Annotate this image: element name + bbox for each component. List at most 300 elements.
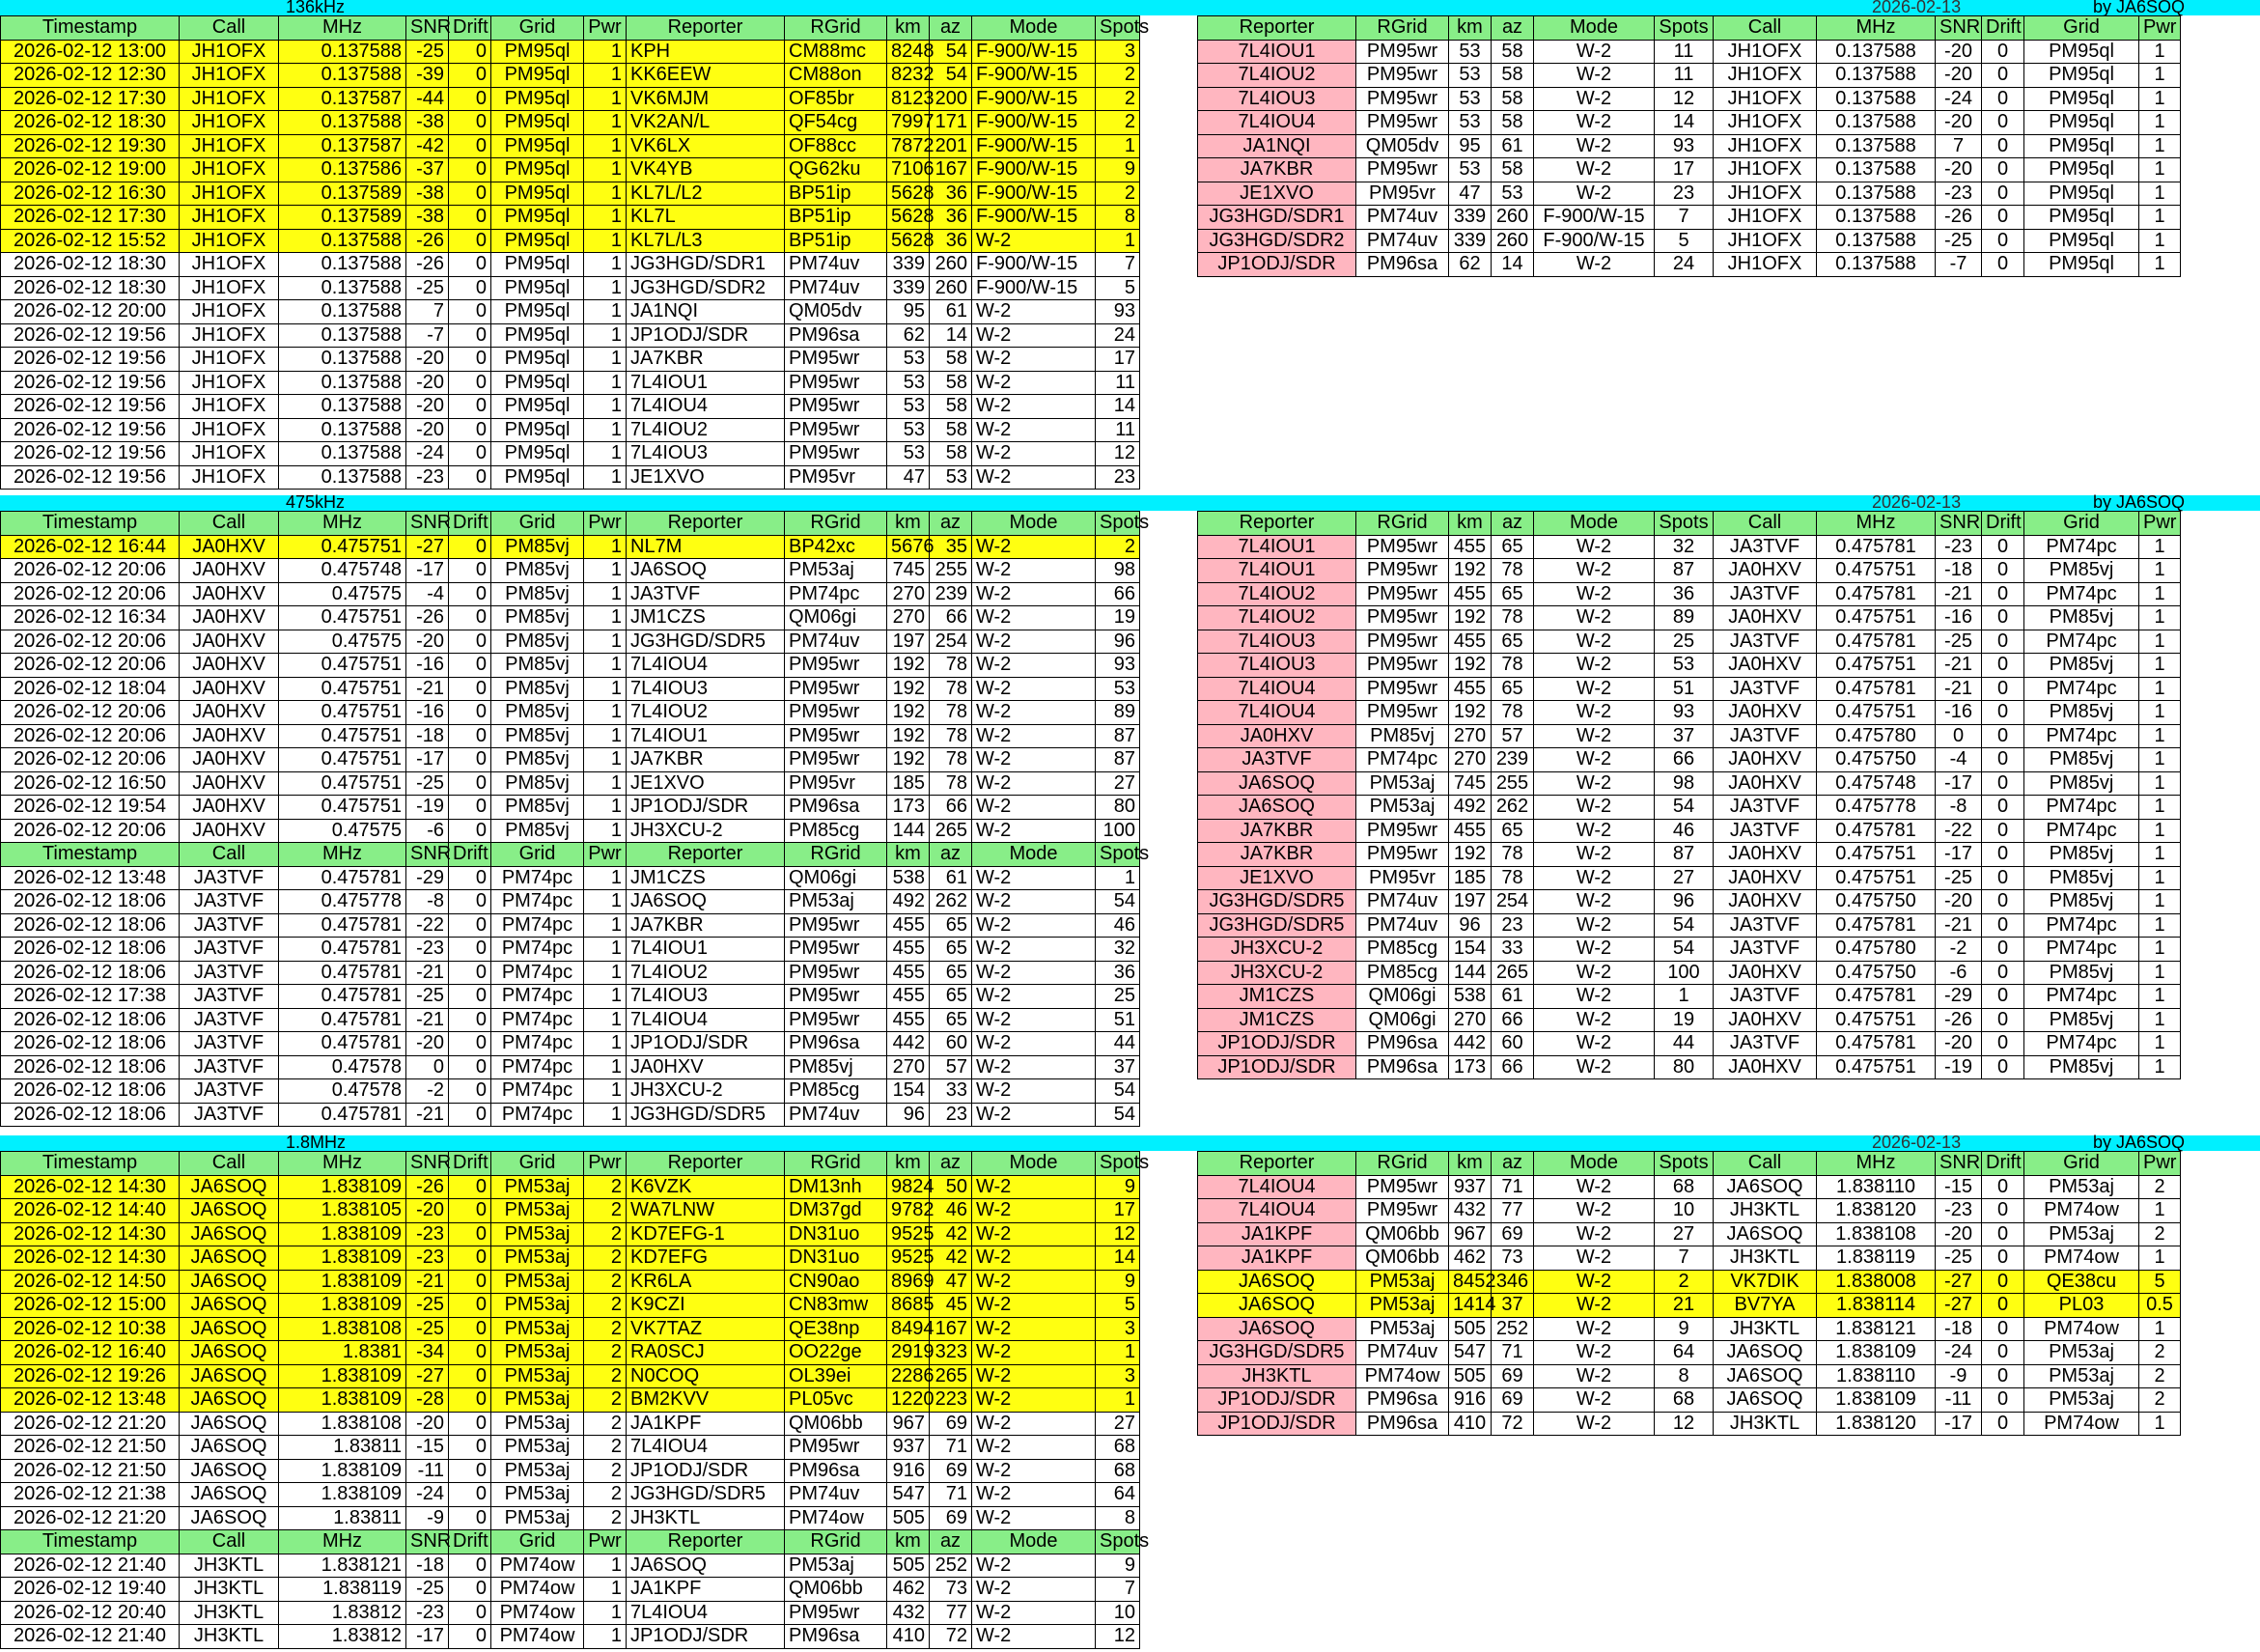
table-cell: 78 <box>1492 559 1534 583</box>
table-cell: 2026-02-12 18:30 <box>1 253 180 277</box>
table-cell: 0 <box>1982 1032 2024 1056</box>
header-cell: Drift <box>449 843 491 867</box>
table-row <box>1 819 1140 843</box>
table-cell: BP51ip <box>785 229 887 253</box>
table-cell: JH3KTL <box>180 1554 279 1578</box>
table-cell: JG3HGD/SDR2 <box>627 276 785 300</box>
table-cell: -24 <box>406 1483 449 1507</box>
table-row <box>1 1578 1140 1602</box>
table-cell: 0.475781 <box>1817 819 1936 843</box>
table-cell: PM74pc <box>2024 535 2139 559</box>
table-cell: 37 <box>1096 1055 1140 1079</box>
table-cell: JA1KPF <box>627 1412 785 1436</box>
table-cell: JH1OFX <box>180 158 279 182</box>
table-cell: 9 <box>1096 1175 1140 1199</box>
table-cell: -17 <box>406 559 449 583</box>
table-cell: W-2 <box>972 1246 1096 1271</box>
table-cell: PM95ql <box>491 442 584 466</box>
table-cell: 745 <box>887 559 930 583</box>
table-cell: 1 <box>2139 866 2181 890</box>
table-cell: 0.475781 <box>1817 677 1936 701</box>
table-cell: 53 <box>887 395 930 419</box>
table-cell: 54 <box>930 40 972 64</box>
table-cell: JH1OFX <box>180 40 279 64</box>
table-cell: 0.475751 <box>1817 866 1936 890</box>
header-cell: SNR <box>406 1152 449 1176</box>
table-cell: PM96sa <box>1356 1055 1449 1079</box>
table-cell: 98 <box>1096 559 1140 583</box>
table-cell: 432 <box>887 1601 930 1625</box>
table-cell: 0.475780 <box>1817 938 1936 962</box>
header-cell: Timestamp <box>1 843 180 867</box>
table-cell: JH1OFX <box>180 87 279 111</box>
table-cell: JA0HXV <box>180 606 279 630</box>
header-cell: Call <box>180 1530 279 1554</box>
table-cell: 1 <box>2139 701 2181 725</box>
table-cell: 0 <box>449 748 491 772</box>
report-date: 2026-02-13 <box>1872 492 1962 512</box>
table-cell: JG3HGD/SDR5 <box>1198 913 1356 938</box>
table-cell: F-900/W-15 <box>972 134 1096 158</box>
table-cell: 2026-02-12 20:06 <box>1 748 180 772</box>
table-cell: 35 <box>930 535 972 559</box>
table-cell: 192 <box>887 748 930 772</box>
table-cell: 0 <box>1982 1246 2024 1271</box>
table-cell: 5628 <box>887 182 930 206</box>
table-row <box>1 938 1140 962</box>
table-cell: 69 <box>1492 1222 1534 1246</box>
header-cell: Reporter <box>627 843 785 867</box>
table-cell: 167 <box>930 1317 972 1341</box>
table-cell: 2026-02-12 20:06 <box>1 701 180 725</box>
table-cell: 19 <box>1655 1008 1714 1032</box>
table-row <box>1 40 1140 64</box>
table-cell: 1 <box>1655 985 1714 1009</box>
table-cell: PM74ow <box>1356 1364 1449 1388</box>
table-cell: 1 <box>584 40 627 64</box>
table-cell: JG3HGD/SDR5 <box>627 1103 785 1127</box>
table-cell: 239 <box>1492 748 1534 772</box>
table-cell: JA0HXV <box>1714 843 1817 867</box>
table-cell: W-2 <box>1534 819 1655 843</box>
table-cell: F-900/W-15 <box>972 64 1096 88</box>
table-cell: PM95wr <box>785 677 887 701</box>
table-cell: 7L4IOU3 <box>1198 87 1356 111</box>
table-cell: 42 <box>930 1222 972 1246</box>
table-cell: 2026-02-12 18:06 <box>1 961 180 985</box>
table-cell: W-2 <box>972 559 1096 583</box>
table-cell: 65 <box>1492 819 1534 843</box>
table-cell: 1 <box>2139 1412 2181 1436</box>
table-cell: BP51ip <box>785 206 887 230</box>
table-cell: QM06bb <box>785 1578 887 1602</box>
table-cell: -24 <box>1936 87 1982 111</box>
table-cell: -26 <box>406 606 449 630</box>
table-cell: 1 <box>584 1103 627 1127</box>
table-cell: JA3TVF <box>1198 748 1356 772</box>
table-cell: W-2 <box>1534 40 1655 64</box>
table-cell: 64 <box>1096 1483 1140 1507</box>
table-cell: PM74pc <box>2024 724 2139 748</box>
header-cell: Grid <box>491 16 584 41</box>
table-cell: PM74uv <box>785 253 887 277</box>
table-cell: PM95ql <box>2024 111 2139 135</box>
table-cell: JH1OFX <box>180 276 279 300</box>
table-cell: 2 <box>584 1294 627 1318</box>
table-cell: PM53aj <box>2024 1341 2139 1365</box>
table-cell: 7L4IOU1 <box>627 724 785 748</box>
table-cell: 1 <box>2139 819 2181 843</box>
table-cell: JA6SOQ <box>1198 1294 1356 1318</box>
table-cell: 0 <box>1982 40 2024 64</box>
table-cell: W-2 <box>1534 1199 1655 1223</box>
table-cell: PM85cg <box>1356 961 1449 985</box>
table-cell: 0.475781 <box>279 1103 406 1127</box>
table-cell: 1 <box>2139 1032 2181 1056</box>
table-cell: -21 <box>1936 582 1982 606</box>
table-cell: 51 <box>1655 677 1714 701</box>
table-cell: 492 <box>1449 796 1492 820</box>
table-cell: PM85vj <box>2024 559 2139 583</box>
table-cell: W-2 <box>1534 796 1655 820</box>
table-cell: -20 <box>406 1199 449 1223</box>
table-cell: 1 <box>2139 961 2181 985</box>
header-cell: km <box>887 16 930 41</box>
table-cell: -9 <box>1936 1364 1982 1388</box>
header-cell: Mode <box>972 1152 1096 1176</box>
table-cell: 1 <box>584 276 627 300</box>
table-row <box>1198 559 2181 583</box>
table-cell: 0.137588 <box>1817 253 1936 277</box>
header-cell: Grid <box>2024 512 2139 536</box>
table-cell: 0 <box>1982 701 2024 725</box>
table-cell: 1.838109 <box>279 1388 406 1413</box>
table-cell: 53 <box>887 348 930 372</box>
table-row <box>1198 1199 2181 1223</box>
table-cell: 0.475781 <box>1817 582 1936 606</box>
table-cell: PM74ow <box>2024 1317 2139 1341</box>
table-cell: JA0HXV <box>1714 771 1817 796</box>
table-cell: PM95ql <box>491 64 584 88</box>
table-cell: JA0HXV <box>1198 724 1356 748</box>
table-cell: OF85br <box>785 87 887 111</box>
table-cell: 2026-02-12 19:56 <box>1 371 180 395</box>
table-cell: 0 <box>1982 1270 2024 1294</box>
table-cell: 2 <box>2139 1222 2181 1246</box>
table-cell: 78 <box>930 654 972 678</box>
header-cell: RGrid <box>785 843 887 867</box>
table-cell: W-2 <box>972 1103 1096 1127</box>
table-cell: 0 <box>1982 677 2024 701</box>
table-cell: JG3HGD/SDR1 <box>627 253 785 277</box>
table-cell: 270 <box>1449 724 1492 748</box>
table-cell: 2 <box>584 1317 627 1341</box>
table-cell: -18 <box>1936 559 1982 583</box>
table-cell: OF88cc <box>785 134 887 158</box>
table-cell: 7L4IOU2 <box>627 961 785 985</box>
table-cell: 58 <box>930 371 972 395</box>
table-cell: PM95wr <box>785 371 887 395</box>
table-cell: JH3KTL <box>180 1578 279 1602</box>
table-cell: W-2 <box>972 913 1096 938</box>
table-cell: PM53aj <box>491 1294 584 1318</box>
table-row <box>1 182 1140 206</box>
table-cell: -20 <box>1936 111 1982 135</box>
table-row <box>1198 677 2181 701</box>
table-cell: 1.838109 <box>279 1246 406 1271</box>
table-cell: 937 <box>1449 1175 1492 1199</box>
table-cell: 442 <box>887 1032 930 1056</box>
table-cell: 0 <box>1982 1008 2024 1032</box>
table-cell: 53 <box>1655 654 1714 678</box>
table-cell: JH1OFX <box>1714 40 1817 64</box>
table-cell: PM95ql <box>491 323 584 348</box>
header-cell: MHz <box>1817 1152 1936 1176</box>
table-cell: JA7KBR <box>1198 158 1356 182</box>
table-cell: 1 <box>584 819 627 843</box>
table-cell: W-2 <box>1534 677 1655 701</box>
table-cell: 1 <box>584 253 627 277</box>
table-cell: VK4YB <box>627 158 785 182</box>
table-cell: 0.475751 <box>279 535 406 559</box>
table-row <box>1 985 1140 1009</box>
table-cell: PM74ow <box>2024 1412 2139 1436</box>
table-cell: JA3TVF <box>1714 724 1817 748</box>
table-cell: -26 <box>406 1175 449 1199</box>
table-cell: PM74pc <box>491 1079 584 1104</box>
header-cell: MHz <box>279 1152 406 1176</box>
table-cell: W-2 <box>1534 913 1655 938</box>
table-cell: 9525 <box>887 1246 930 1271</box>
table-cell: KD7EFG <box>627 1246 785 1271</box>
table-cell: 11 <box>1096 418 1140 442</box>
table-row <box>1 1459 1140 1483</box>
table-row <box>1198 87 2181 111</box>
table-cell: W-2 <box>972 677 1096 701</box>
table-cell: 0 <box>449 182 491 206</box>
table-cell: 1 <box>2139 182 2181 206</box>
table-cell: JA6SOQ <box>180 1246 279 1271</box>
table-cell: JA0HXV <box>1714 559 1817 583</box>
table-cell: JA0HXV <box>1714 748 1817 772</box>
table-cell: 42 <box>930 1246 972 1271</box>
table-cell: 0 <box>449 134 491 158</box>
table-cell: W-2 <box>1534 253 1655 277</box>
table-cell: 1 <box>584 985 627 1009</box>
table-cell: 455 <box>887 985 930 1009</box>
table-cell: 0.137588 <box>279 40 406 64</box>
table-cell: -34 <box>406 1341 449 1365</box>
header-cell: MHz <box>279 1530 406 1554</box>
table-cell: JP1ODJ/SDR <box>1198 1032 1356 1056</box>
table-row <box>1198 1008 2181 1032</box>
header-cell: Spots <box>1655 16 1714 41</box>
table-cell: 73 <box>930 1578 972 1602</box>
table-cell: 0.137588 <box>1817 229 1936 253</box>
table-cell: 0.137588 <box>279 418 406 442</box>
table-cell: W-2 <box>1534 1341 1655 1365</box>
header-cell: Drift <box>1982 1152 2024 1176</box>
table-cell: 0 <box>1982 1222 2024 1246</box>
table-cell: JE1XVO <box>1198 182 1356 206</box>
table-cell: W-2 <box>1534 890 1655 914</box>
table-cell: 0 <box>449 1079 491 1104</box>
table-cell: 1 <box>2139 985 2181 1009</box>
table-cell: 54 <box>1096 1103 1140 1127</box>
table-cell: 9 <box>1096 158 1140 182</box>
table-cell: QM06bb <box>1356 1222 1449 1246</box>
table-cell: 65 <box>930 938 972 962</box>
table-cell: PM95ql <box>491 371 584 395</box>
table-cell: 260 <box>1492 206 1534 230</box>
table-cell: W-2 <box>1534 866 1655 890</box>
table-cell: 1 <box>584 630 627 654</box>
table-cell: PM95vr <box>785 771 887 796</box>
table-cell: PM53aj <box>2024 1388 2139 1413</box>
table-cell: 2026-02-12 18:06 <box>1 1032 180 1056</box>
table-cell: 24 <box>1096 323 1140 348</box>
table-cell: 80 <box>1096 796 1140 820</box>
table-cell: 44 <box>1096 1032 1140 1056</box>
table-cell: 1 <box>584 866 627 890</box>
table-cell: -23 <box>406 465 449 490</box>
table-cell: 2026-02-12 20:06 <box>1 582 180 606</box>
table-cell: PM85vj <box>2024 866 2139 890</box>
table-cell: 967 <box>1449 1222 1492 1246</box>
table-cell: 0.475780 <box>1817 724 1936 748</box>
table-cell: JA0HXV <box>180 724 279 748</box>
table-cell: 1 <box>584 1601 627 1625</box>
table-cell: 1 <box>2139 40 2181 64</box>
header-cell: SNR <box>1936 512 1982 536</box>
table-cell: JP1ODJ/SDR <box>627 1625 785 1649</box>
header-cell: Drift <box>449 1530 491 1554</box>
header-cell: SNR <box>406 843 449 867</box>
table-cell: JH1OFX <box>1714 158 1817 182</box>
table-cell: F-900/W-15 <box>972 182 1096 206</box>
table-cell: 7L4IOU2 <box>627 418 785 442</box>
table-cell: JH3XCU-2 <box>627 819 785 843</box>
table-cell: 0 <box>449 253 491 277</box>
table-cell: 1 <box>584 1032 627 1056</box>
table-cell: 0.475781 <box>279 985 406 1009</box>
table-cell: 0 <box>1982 535 2024 559</box>
table-cell: 7L4IOU1 <box>627 938 785 962</box>
header-cell: km <box>887 843 930 867</box>
table-cell: 1 <box>2139 843 2181 867</box>
table-row <box>1198 1341 2181 1365</box>
table-cell: W-2 <box>972 866 1096 890</box>
table-cell: 54 <box>1655 796 1714 820</box>
table-cell: W-2 <box>972 985 1096 1009</box>
table-cell: 2 <box>1096 87 1140 111</box>
table-cell: 9824 <box>887 1175 930 1199</box>
table-cell: 0.475751 <box>1817 559 1936 583</box>
table-cell: 1 <box>2139 535 2181 559</box>
header-cell: Pwr <box>2139 1152 2181 1176</box>
table-cell: F-900/W-15 <box>972 87 1096 111</box>
table-cell: 8969 <box>887 1270 930 1294</box>
table-cell: -29 <box>406 866 449 890</box>
table-row <box>1198 1175 2181 1199</box>
table-cell: 5 <box>2139 1270 2181 1294</box>
table-cell: 270 <box>1449 748 1492 772</box>
table-cell: 0.137588 <box>1817 64 1936 88</box>
header-cell: Reporter <box>1198 512 1356 536</box>
table-cell: W-2 <box>1534 158 1655 182</box>
spots-table-left <box>0 1151 1150 1649</box>
table-cell: PM74uv <box>785 276 887 300</box>
table-cell: 154 <box>887 1079 930 1104</box>
table-cell: 2026-02-12 17:30 <box>1 87 180 111</box>
table-cell: PM53aj <box>2024 1364 2139 1388</box>
table-row <box>1 1103 1140 1127</box>
table-cell: -21 <box>406 1103 449 1127</box>
table-cell: PM53aj <box>785 1554 887 1578</box>
table-cell: 0 <box>449 1436 491 1460</box>
table-cell: JP1ODJ/SDR <box>1198 1388 1356 1413</box>
table-cell: 1.83812 <box>279 1601 406 1625</box>
table-row <box>1 606 1140 630</box>
table-cell: 5628 <box>887 229 930 253</box>
table-cell: JH1OFX <box>1714 111 1817 135</box>
table-cell: W-2 <box>1534 961 1655 985</box>
table-cell: JH3KTL <box>627 1506 785 1530</box>
table-cell: W-2 <box>1534 1364 1655 1388</box>
table-cell: -26 <box>406 229 449 253</box>
table-cell: 7L4IOU1 <box>1198 559 1356 583</box>
table-cell: 0 <box>1982 748 2024 772</box>
table-cell: PM95wr <box>785 348 887 372</box>
header-cell: MHz <box>1817 512 1936 536</box>
table-cell: 53 <box>887 418 930 442</box>
table-cell: JH1OFX <box>180 111 279 135</box>
table-cell: 1.838109 <box>279 1364 406 1388</box>
table-cell: 0 <box>1982 796 2024 820</box>
table-row <box>1 87 1140 111</box>
table-cell: 197 <box>1449 890 1492 914</box>
table-cell: -16 <box>406 701 449 725</box>
table-cell: 2026-02-12 19:56 <box>1 418 180 442</box>
table-cell: F-900/W-15 <box>1534 229 1655 253</box>
table-cell: JH3KTL <box>1714 1317 1817 1341</box>
table-cell: PM74uv <box>785 1103 887 1127</box>
table-cell: JA0HXV <box>1714 1008 1817 1032</box>
table-row <box>1198 748 2181 772</box>
table-cell: 2026-02-12 19:56 <box>1 465 180 490</box>
table-cell: 2026-02-12 21:40 <box>1 1554 180 1578</box>
band-section-bar <box>0 0 2260 15</box>
table-cell: 0 <box>1982 866 2024 890</box>
table-cell: 65 <box>1492 677 1534 701</box>
table-cell: W-2 <box>1534 938 1655 962</box>
table-cell: 0 <box>406 1055 449 1079</box>
table-cell: 2026-02-12 20:06 <box>1 724 180 748</box>
header-cell: Reporter <box>627 512 785 536</box>
table-cell: PM53aj <box>2024 1222 2139 1246</box>
table-row <box>1 300 1140 324</box>
table-cell: 1 <box>584 938 627 962</box>
table-cell: PM95wr <box>785 985 887 1009</box>
table-cell: 2026-02-12 14:30 <box>1 1175 180 1199</box>
table-cell: 0 <box>449 1341 491 1365</box>
header-cell: Spots <box>1096 843 1140 867</box>
table-cell: W-2 <box>1534 1175 1655 1199</box>
table-row <box>1198 1222 2181 1246</box>
table-cell: W-2 <box>1534 1412 1655 1436</box>
table-cell: 68 <box>1655 1388 1714 1413</box>
table-cell: 1 <box>584 229 627 253</box>
